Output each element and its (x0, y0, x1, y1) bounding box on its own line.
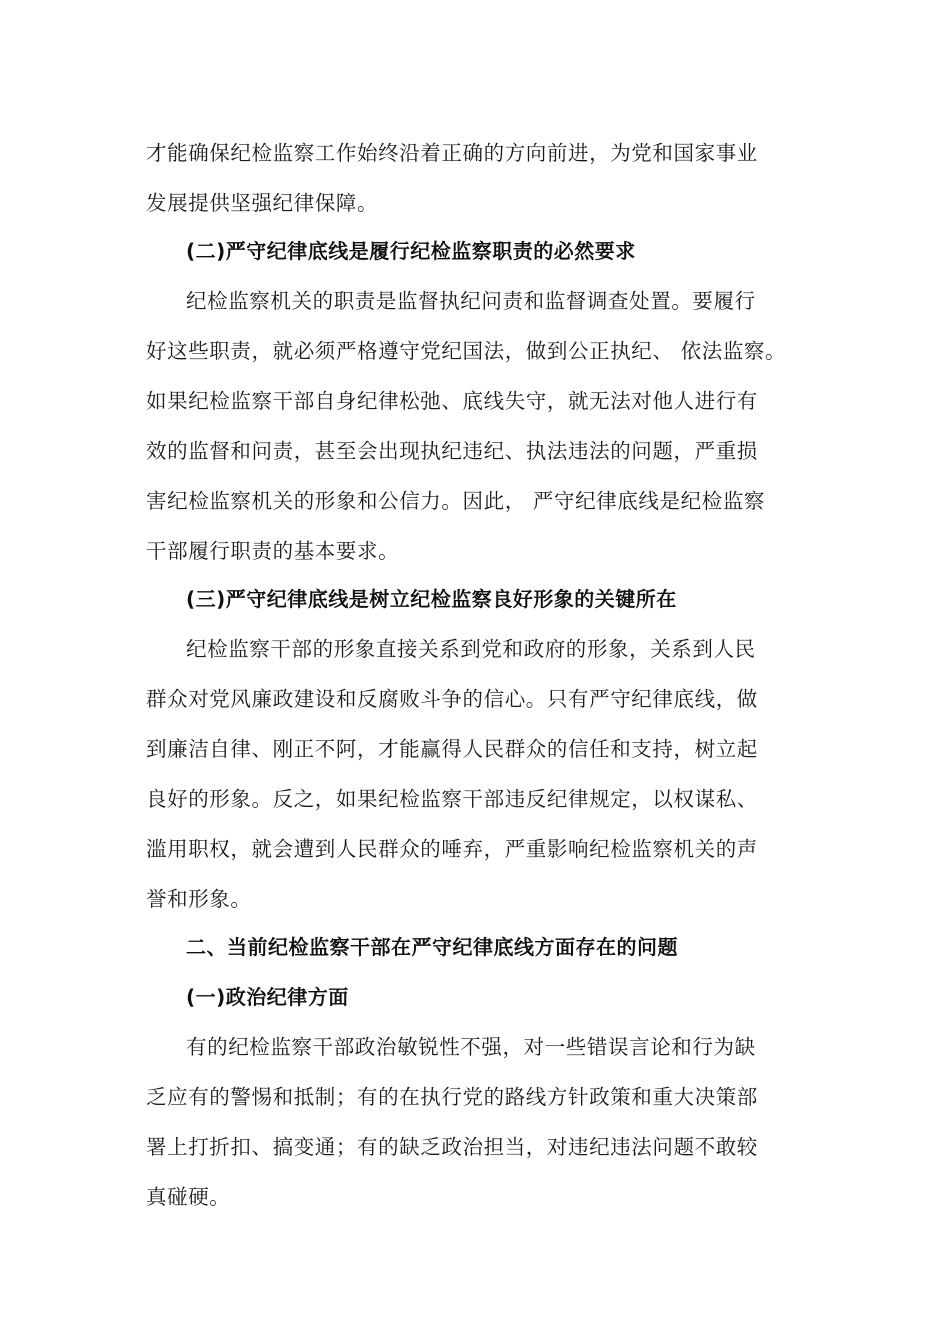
subsection-heading-1: (一)政治纪律方面 (186, 985, 349, 1009)
text-line: 干部履行职责的基本要求。 (146, 539, 400, 563)
text-line: 有的纪检监察干部政治敏锐性不强，对一些错误言论和行为缺 (186, 1035, 756, 1059)
section-heading: 二、当前纪检监察干部在严守纪律底线方面存在的问题 (186, 935, 678, 959)
paragraph-4 (146, 1022, 806, 1222)
text-line: 乏应有的警惕和抵制；有的在执行党的路线方针政策和重大决策部 (146, 1085, 758, 1109)
text-line: 滥用职权，就会遭到人民群众的唾弃，严重影响纪检监察机关的声 (146, 837, 758, 861)
text-line: 才能确保纪检监察工作始终沿着正确的方向前进，为党和国家事业 (146, 141, 758, 165)
subsection-heading-3: (三)严守纪律底线是树立纪检监察良好形象的关键所在 (186, 587, 677, 611)
text-line: 良好的形象。反之，如果纪检监察干部违反纪律规定，以权谋私、 (146, 787, 758, 811)
text-line: 到廉洁自律、刚正不阿，才能赢得人民群众的信任和支持，树立起 (146, 737, 758, 761)
text-line: 纪检监察干部的形象直接关系到党和政府的形象，关系到人民 (186, 637, 756, 661)
text-line: 害纪检监察机关的形象和公信力。因此， 严守纪律底线是纪检监察 (146, 489, 766, 513)
text-line: 效的监督和问责，甚至会出现执纪违纪、执法违法的问题，严重损 (146, 439, 758, 463)
text-line: 群众对党风廉政建设和反腐败斗争的信心。只有严守纪律底线，做 (146, 687, 758, 711)
paragraph-2 (146, 276, 806, 576)
text-line: 好这些职责，就必须严格遵守党纪国法，做到公正执纪、 依法监察。 (146, 339, 787, 363)
text-line: 誉和形象。 (146, 887, 252, 911)
subsection-heading-2: (二)严守纪律底线是履行纪检监察职责的必然要求 (186, 239, 636, 263)
text-line: 发展提供坚强纪律保障。 (146, 191, 379, 215)
paragraph-intro (146, 128, 806, 228)
text-line: 如果纪检监察干部自身纪律松弛、底线失守，就无法对他人进行有 (146, 389, 758, 413)
text-line: 真碰硬。 (146, 1185, 231, 1209)
text-line: 纪检监察机关的职责是监督执纪问责和监督调查处置。要履行 (186, 289, 756, 313)
text-line: 署上打折扣、搞变通；有的缺乏政治担当，对违纪违法问题不敢较 (146, 1135, 758, 1159)
paragraph-3 (146, 624, 806, 924)
